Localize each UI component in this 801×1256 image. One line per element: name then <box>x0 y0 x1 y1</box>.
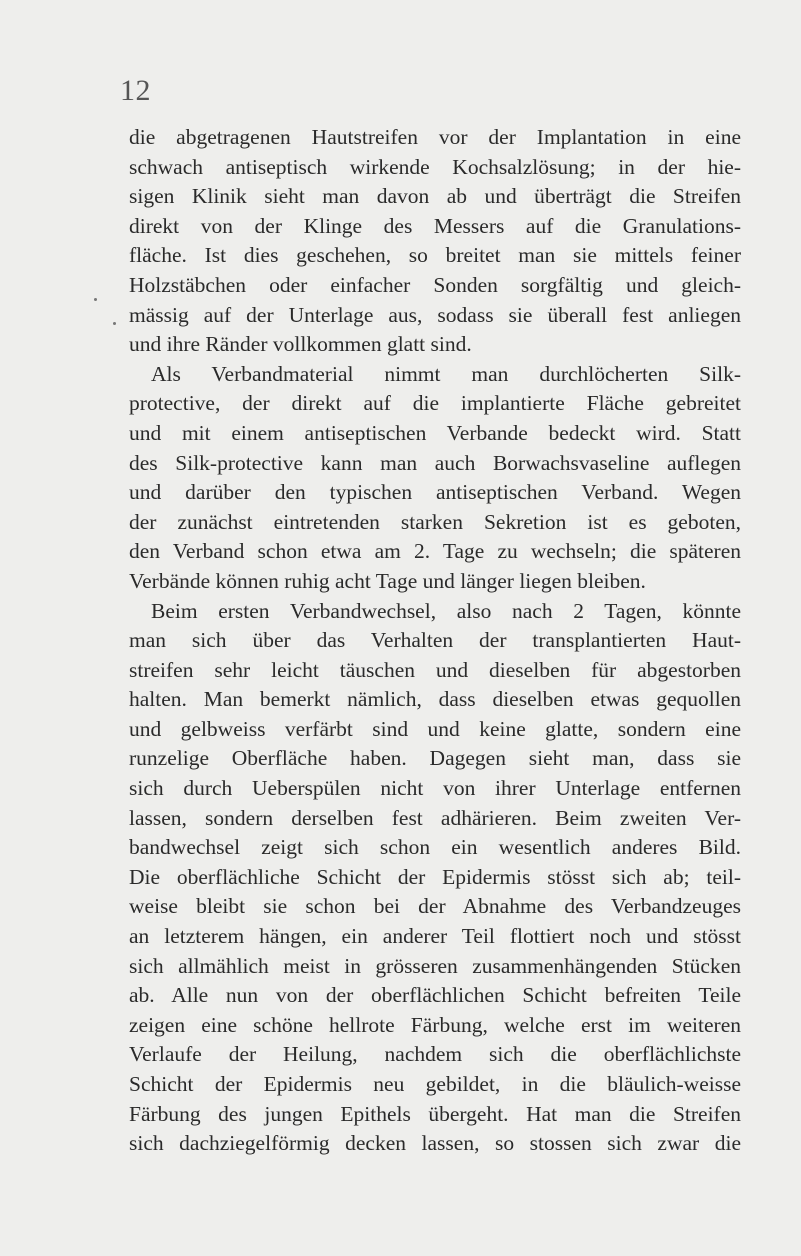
body-text <box>129 123 741 1159</box>
text-line: lassen, sondern derselben fest adhärieren. Beim zweiten Ver- <box>129 805 741 830</box>
page-number: 12 <box>120 74 151 107</box>
text-line: mässig auf der Unterlage aus, sodass sie überall fest anliegen <box>129 302 741 327</box>
text-line: ab. Alle nun von der oberflächlichen Schicht befreiten Teile <box>129 983 741 1008</box>
text-line: man sich über das Verhalten der transplantierten Haut- <box>129 628 741 653</box>
text-line: Verlaufe der Heilung, nachdem sich die oberflächlichste <box>129 1042 741 1067</box>
text-line: und darüber den typischen antiseptischen Verband. Wegen <box>129 480 741 505</box>
text-line: des Silk-protective kann man auch Borwachsvaseline auflegen <box>129 450 741 475</box>
text-line: Färbung des jungen Epithels übergeht. Hat man die Streifen <box>129 1101 741 1126</box>
text-line: und gelbweiss verfärbt sind und keine glatte, sondern eine <box>129 716 741 741</box>
text-line: fläche. Ist dies geschehen, so breitet man sie mittels feiner <box>129 243 741 268</box>
text-line: sigen Klinik sieht man davon ab und überträgt die Streifen <box>129 184 741 209</box>
text-line: Als Verbandmaterial nimmt man durchlöcherten Silk- <box>151 361 741 386</box>
text-line: protective, der direkt auf die implantierte Fläche gebreitet <box>129 391 741 416</box>
text-line: weise bleibt sie schon bei der Abnahme des Verbandzeuges <box>129 894 741 919</box>
scan-speck <box>113 322 116 325</box>
text-line: sich durch Ueberspülen nicht von ihrer Unterlage entfernen <box>129 776 741 801</box>
text-line: runzelige Oberfläche haben. Dagegen sieht man, dass sie <box>129 746 741 771</box>
text-line: den Verband schon etwa am 2. Tage zu wechseln; die späteren <box>129 539 741 564</box>
text-line: und ihre Ränder vollkommen glatt sind. <box>129 332 472 357</box>
text-line: Beim ersten Verbandwechsel, also nach 2 Tagen, könnte <box>151 598 741 623</box>
text-line: die abgetragenen Hautstreifen vor der Implantation in eine <box>129 125 741 149</box>
text-line: sich dachziegelförmig decken lassen, so stossen sich zwar die <box>129 1131 741 1156</box>
text-line: an letzterem hängen, ein anderer Teil flottiert noch und stösst <box>129 924 741 949</box>
text-line: halten. Man bemerkt nämlich, dass dieselben etwas gequollen <box>129 687 741 712</box>
text-line: Holzstäbchen oder einfacher Sonden sorgfältig und gleich- <box>129 272 741 297</box>
text-line: Verbände können ruhig acht Tage und länger liegen bleiben. <box>129 568 646 593</box>
text-line: sich allmählich meist in grösseren zusammenhängenden Stücken <box>129 953 741 978</box>
text-line: direkt von der Klinge des Messers auf die Granulations- <box>129 213 741 238</box>
text-line: schwach antiseptisch wirkende Kochsalzlösung; in der hie- <box>129 154 741 179</box>
text-line: zeigen eine schöne hellrote Färbung, welche erst im weiteren <box>129 1012 741 1037</box>
text-line: bandwechsel zeigt sich schon ein wesentlich anderes Bild. <box>129 835 741 860</box>
text-line: Schicht der Epidermis neu gebildet, in die bläulich-weisse <box>129 1072 741 1096</box>
text-line: und mit einem antiseptischen Verbande bedeckt wird. Statt <box>129 420 741 445</box>
text-line: der zunächst eintretenden starken Sekretion ist es geboten, <box>129 509 741 534</box>
text-line: Die oberflächliche Schicht der Epidermis stösst sich ab; teil- <box>129 864 741 889</box>
scan-speck <box>94 298 97 301</box>
text-line: streifen sehr leicht täuschen und dieselben für abgestorben <box>129 657 741 682</box>
